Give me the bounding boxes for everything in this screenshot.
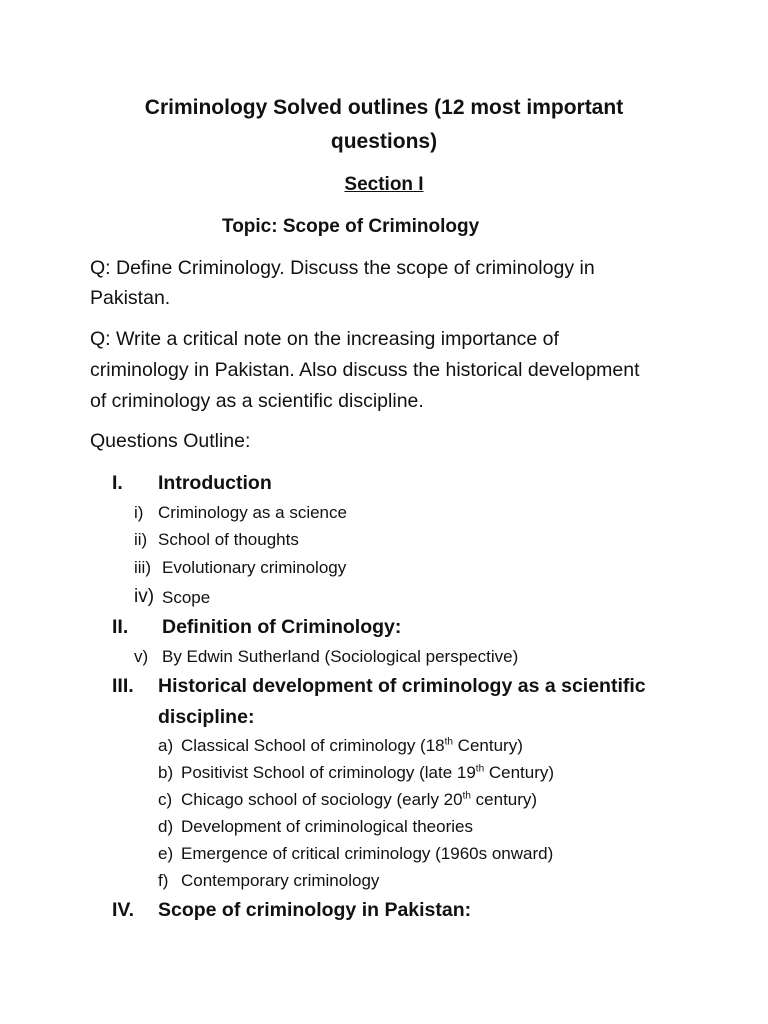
question-1-line-1: Q: Define Criminology. Discuss the scope of criminology in: [90, 257, 595, 279]
list-item: Scope: [162, 588, 211, 607]
list-item: Classical School of criminology (18th Century): [181, 736, 523, 755]
list-item: By Edwin Sutherland (Sociological perspective): [162, 647, 519, 666]
list-item: Evolutionary criminology: [162, 558, 347, 577]
list-item-number: iii): [134, 558, 151, 577]
list-item: Positivist School of criminology (late 19th Century): [181, 763, 555, 782]
list-item: Chicago school of sociology (early 20th century): [181, 790, 538, 809]
heading-historical-development: Historical development of criminology as a scientific: [158, 675, 646, 697]
list-item-number: f): [158, 871, 169, 890]
topic-heading: Topic: Scope of Criminology: [222, 216, 480, 237]
heading-scope-pakistan: Scope of criminology in Pakistan:: [158, 899, 472, 921]
list-item-number: e): [158, 844, 174, 863]
question-2-line-2: criminology in Pakistan. Also discuss the historical development: [90, 359, 640, 381]
list-item-number: c): [158, 790, 173, 809]
document-title-line-2: questions): [330, 130, 438, 153]
heading-number: II.: [112, 616, 129, 638]
list-item-number: i): [134, 503, 144, 522]
list-item-number: d): [158, 817, 174, 836]
heading-introduction: Introduction: [158, 472, 272, 494]
heading-number: III.: [112, 675, 134, 697]
question-1-line-2: Pakistan.: [90, 287, 171, 309]
heading-definition: Definition of Criminology:: [162, 616, 402, 638]
list-item: Criminology as a science: [158, 503, 347, 522]
list-item: School of thoughts: [158, 530, 299, 549]
question-2-line-3: of criminology as a scientific discipline.: [90, 390, 424, 412]
list-item-number: a): [158, 736, 174, 755]
list-item-number: v): [134, 647, 149, 666]
outline-label: Questions Outline:: [90, 430, 251, 452]
list-item: Emergence of critical criminology (1960s onward): [181, 844, 554, 863]
list-item-number: ii): [134, 530, 148, 549]
heading-number: I.: [112, 472, 123, 494]
list-item-number: iv): [134, 586, 155, 607]
heading-historical-development-line-2: discipline:: [158, 706, 255, 728]
list-item: Contemporary criminology: [181, 871, 380, 890]
question-2-line-1: Q: Write a critical note on the increasing importance of: [90, 328, 559, 350]
section-heading: Section I: [344, 174, 424, 195]
document-title-line-1: Criminology Solved outlines (12 most important: [144, 96, 624, 119]
list-item: Development of criminological theories: [181, 817, 473, 836]
heading-number: IV.: [112, 899, 135, 921]
list-item-number: b): [158, 763, 174, 782]
